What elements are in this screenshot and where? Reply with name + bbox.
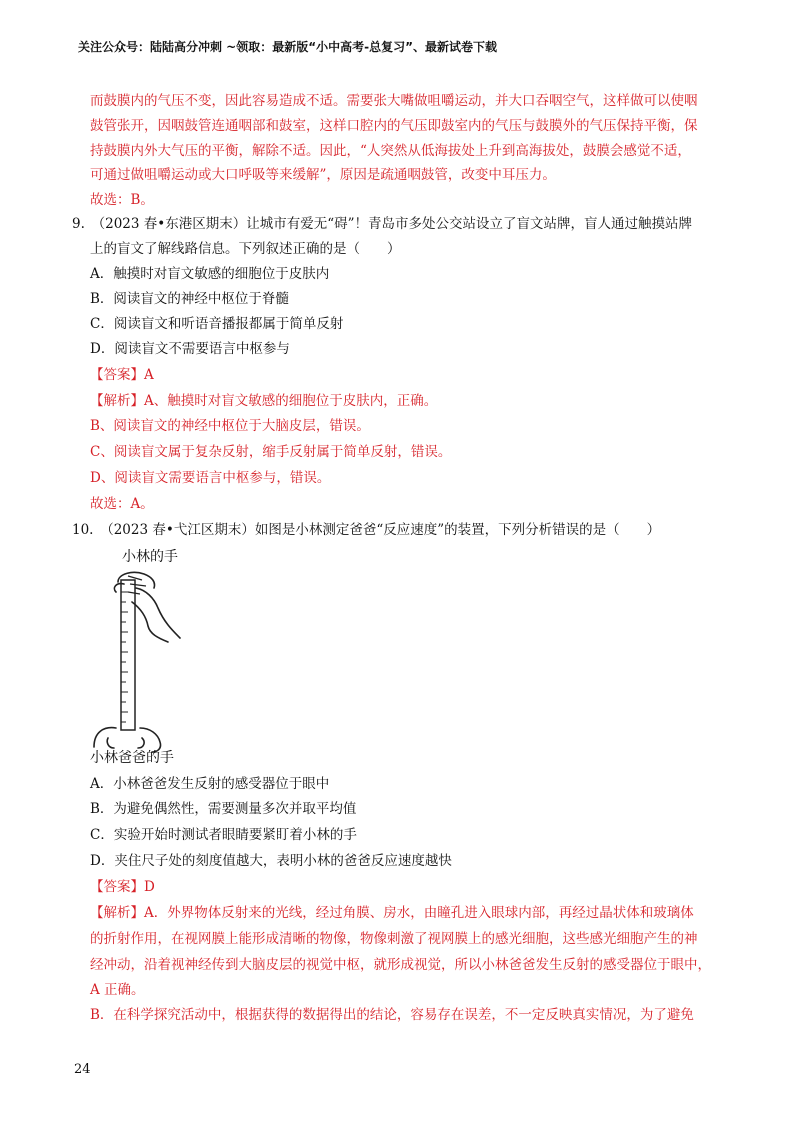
- q10-analysis-line-2: 的折射作用，在视网膜上能形成清晰的物像，物像刺激了视网膜上的感光细胞，这些感光细胞产生的神: [90, 931, 698, 947]
- figure-top-label: 小林的手: [122, 549, 178, 565]
- ruler-hands-drawing: [88, 542, 228, 772]
- ruler-reaction-figure: [88, 542, 228, 772]
- prev-explanation-line-1: 而鼓膜内的气压不变，因此容易造成不适。需要张大嘴做咀嚼运动，并大口吞咽空气，这样做可以使咽: [90, 93, 698, 109]
- q9-analysis-line-1: 【解析】A、触摸时对盲文敏感的细胞位于皮肤内，正确。: [90, 393, 438, 409]
- q9-stem-line-2: 上的盲文了解线路信息。下列叙述正确的是（ ）: [90, 241, 401, 257]
- q10-option-d: D．夹住尺子处的刻度值越大，表明小林的爸爸反应速度越快: [90, 853, 452, 869]
- prev-explanation-line-2: 鼓管张开，因咽鼓管连通咽部和鼓室，这样口腔内的气压即鼓室内的气压与鼓膜外的气压保持平衡，保: [90, 118, 698, 134]
- q10-stem: 10. （2023 春•弋江区期末）如图是小林测定爸爸“反应速度”的装置，下列分析错误的是（ ）: [72, 522, 661, 538]
- q10-answer: 【答案】D: [90, 879, 155, 895]
- prev-explanation-line-4: 可通过做咀嚼运动或大口呼吸等来缓解”，原因是疏通咽鼓管，改变中耳压力。: [90, 167, 556, 183]
- q10-option-b: B．为避免偶然性，需要测量多次并取平均值: [90, 801, 357, 817]
- q9-option-d: D．阅读盲文不需要语言中枢参与: [90, 341, 290, 357]
- q9-analysis-line-3: C、阅读盲文属于复杂反射，缩手反射属于简单反射，错误。: [90, 444, 452, 460]
- q10-option-c: C．实验开始时测试者眼睛要紧盯着小林的手: [90, 827, 357, 843]
- q10-analysis-line-3: 经冲动，沿着视神经传到大脑皮层的视觉中枢，就形成视觉，所以小林爸爸发生反射的感受器位于眼中，: [90, 957, 711, 973]
- q9-choice: 故选：A。: [90, 496, 154, 512]
- q9-answer: 【答案】A: [90, 367, 154, 383]
- q9-option-a: A．触摸时对盲文敏感的细胞位于皮肤内: [90, 266, 330, 282]
- q10-option-a: A．小林爸爸发生反射的感受器位于眼中: [90, 776, 330, 792]
- q9-analysis-line-4: D、阅读盲文需要语言中枢参与，错误。: [90, 470, 331, 486]
- q10-analysis-line-4: A 正确。: [90, 982, 145, 998]
- q10-analysis-line-1: 【解析】A．外界物体反射来的光线，经过角膜、房水，由瞳孔进入眼球内部，再经过晶状体和玻璃体: [90, 905, 694, 921]
- q9-option-c: C．阅读盲文和听语音播报都属于简单反射: [90, 316, 344, 332]
- page-number: 24: [74, 1062, 91, 1077]
- page-header: 关注公众号：陆陆高分冲刺 ~领取：最新版“小中高考-总复习”、最新试卷下载: [78, 40, 497, 54]
- prev-choice: 故选：B。: [90, 192, 154, 208]
- q9-analysis-line-2: B、阅读盲文的神经中枢位于大脑皮层，错误。: [90, 418, 370, 434]
- figure-bottom-label: 小林爸爸的手: [90, 750, 174, 766]
- prev-explanation-line-3: 持鼓膜内外大气压的平衡，解除不适。因此，“人突然从低海拔处上升到高海拔处，鼓膜会感觉不适，: [90, 143, 691, 159]
- q9-stem-line-1: 9. （2023 春•东港区期末）让城市有爱无“碍”！青岛市多处公交站设立了盲文站牌，盲人通过触摸站牌: [72, 216, 693, 232]
- q9-option-b: B．阅读盲文的神经中枢位于脊髓: [90, 291, 289, 307]
- q10-analysis-line-5: B．在科学探究活动中，根据获得的数据得出的结论，容易存在误差，不一定反映真实情况，为了避免: [90, 1007, 694, 1023]
